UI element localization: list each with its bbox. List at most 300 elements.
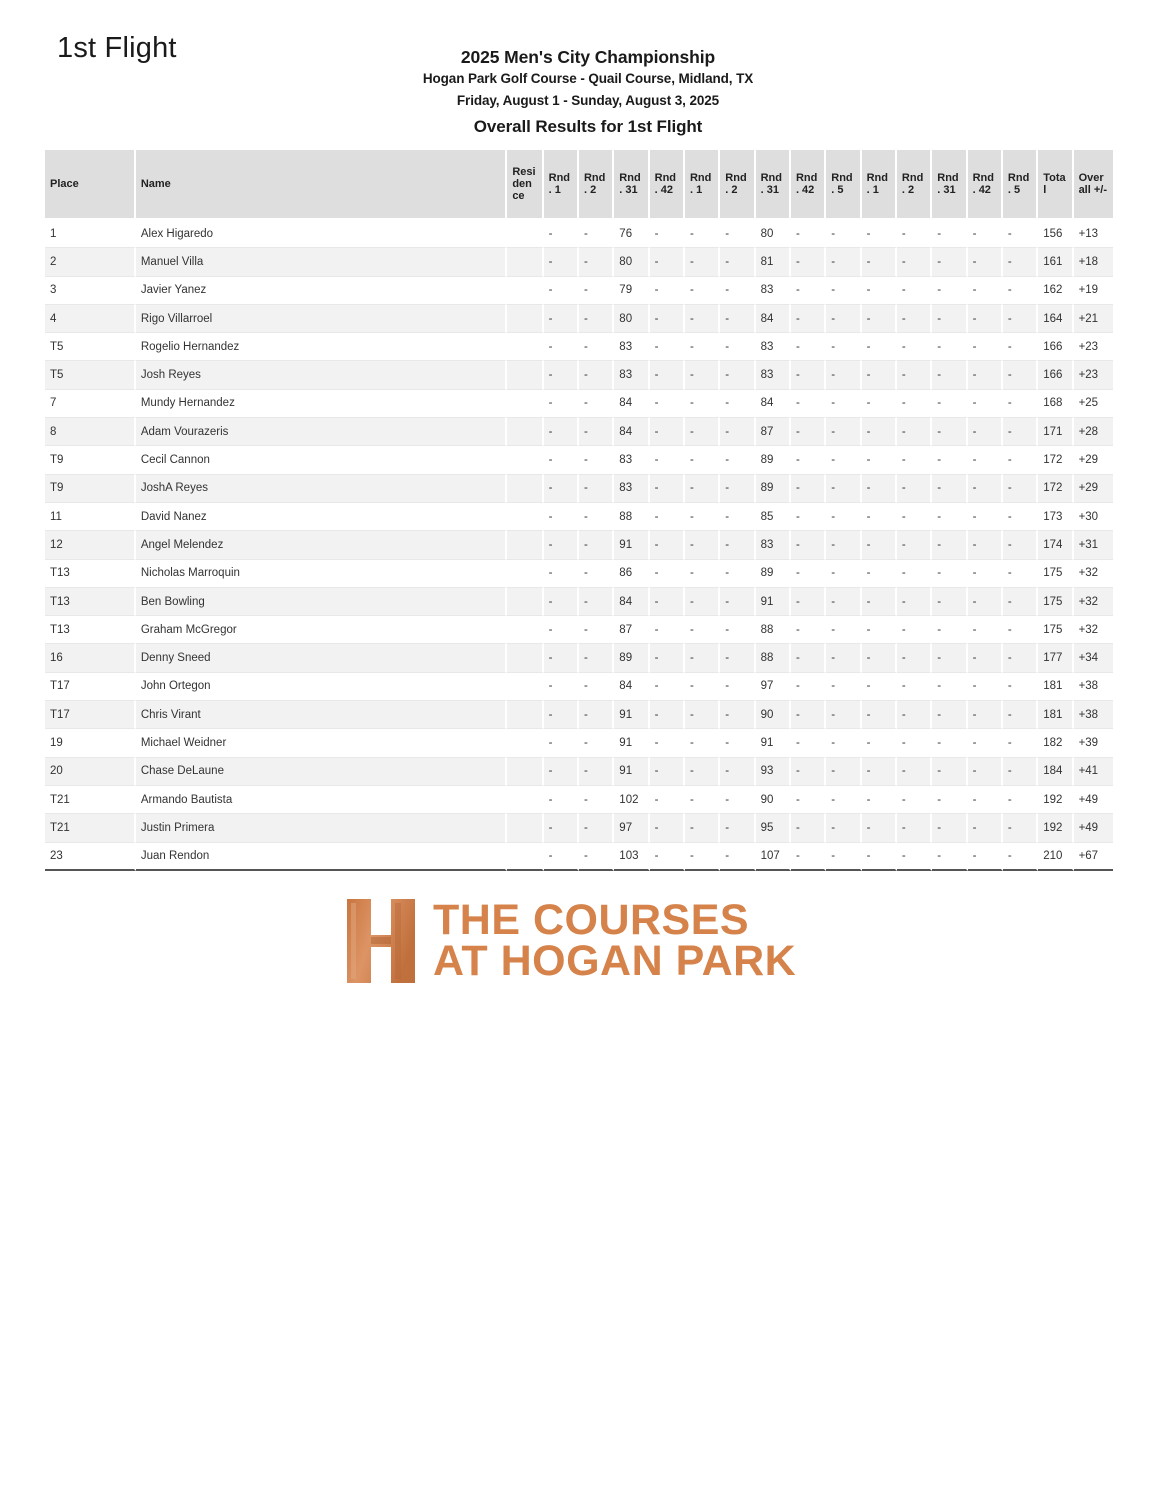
event-header bbox=[0, 46, 1156, 142]
cell-round-12: - bbox=[932, 814, 967, 842]
cell-name: Rogelio Hernandez bbox=[136, 333, 507, 361]
cell-overall: +38 bbox=[1074, 701, 1113, 729]
cell-total: 168 bbox=[1038, 390, 1073, 418]
cell-place: 4 bbox=[45, 305, 136, 333]
column-header-residence-2[interactable]: Residence bbox=[507, 150, 543, 220]
cell-round-9: - bbox=[826, 220, 861, 248]
table-row[interactable] bbox=[45, 814, 1113, 842]
cell-name: Rigo Villarroel bbox=[136, 305, 507, 333]
cell-round-8: - bbox=[791, 503, 826, 531]
cell-round-7: 97 bbox=[756, 673, 791, 701]
cell-place: 11 bbox=[45, 503, 136, 531]
table-row[interactable] bbox=[45, 333, 1113, 361]
cell-name: Graham McGregor bbox=[136, 616, 507, 644]
cell-round-6: - bbox=[720, 475, 755, 503]
cell-round-13: - bbox=[968, 305, 1003, 333]
cell-round-7: 84 bbox=[756, 305, 791, 333]
cell-name: Nicholas Marroquin bbox=[136, 560, 507, 588]
cell-total: 173 bbox=[1038, 503, 1073, 531]
cell-overall: +25 bbox=[1074, 390, 1113, 418]
cell-round-3: 83 bbox=[614, 361, 649, 389]
table-row[interactable] bbox=[45, 220, 1113, 248]
results-table-body bbox=[45, 220, 1113, 871]
cell-round-10: - bbox=[862, 333, 897, 361]
column-header-rnd-42-6[interactable]: Rnd. 42 bbox=[650, 150, 685, 220]
cell-name: Javier Yanez bbox=[136, 277, 507, 305]
cell-round-4: - bbox=[650, 361, 685, 389]
cell-round-11: - bbox=[897, 843, 932, 871]
cell-round-14: - bbox=[1003, 446, 1038, 474]
cell-round-1: - bbox=[544, 220, 579, 248]
cell-round-12: - bbox=[932, 390, 967, 418]
cell-round-7: 81 bbox=[756, 248, 791, 276]
cell-place: 8 bbox=[45, 418, 136, 446]
cell-round-4: - bbox=[650, 758, 685, 786]
cell-round-5: - bbox=[685, 701, 720, 729]
cell-name: Juan Rendon bbox=[136, 843, 507, 871]
cell-round-2: - bbox=[579, 531, 614, 559]
column-header-rnd-2-13[interactable]: Rnd. 2 bbox=[897, 150, 932, 220]
cell-overall: +49 bbox=[1074, 814, 1113, 842]
column-header-total-17[interactable]: Total bbox=[1038, 150, 1073, 220]
cell-round-3: 79 bbox=[614, 277, 649, 305]
cell-round-8: - bbox=[791, 531, 826, 559]
cell-round-10: - bbox=[862, 786, 897, 814]
cell-residence bbox=[507, 701, 543, 729]
cell-round-4: - bbox=[650, 673, 685, 701]
cell-round-8: - bbox=[791, 361, 826, 389]
table-row[interactable] bbox=[45, 277, 1113, 305]
cell-round-11: - bbox=[897, 361, 932, 389]
cell-round-14: - bbox=[1003, 758, 1038, 786]
cell-round-1: - bbox=[544, 277, 579, 305]
cell-overall: +31 bbox=[1074, 531, 1113, 559]
cell-round-12: - bbox=[932, 644, 967, 672]
table-row[interactable] bbox=[45, 673, 1113, 701]
cell-round-6: - bbox=[720, 729, 755, 757]
cell-round-4: - bbox=[650, 814, 685, 842]
cell-round-5: - bbox=[685, 729, 720, 757]
cell-round-4: - bbox=[650, 475, 685, 503]
cell-round-8: - bbox=[791, 390, 826, 418]
cell-round-13: - bbox=[968, 277, 1003, 305]
cell-round-7: 83 bbox=[756, 361, 791, 389]
section-title: Overall Results for 1st Flight bbox=[473, 117, 703, 136]
cell-round-3: 83 bbox=[614, 333, 649, 361]
cell-round-5: - bbox=[685, 305, 720, 333]
cell-round-10: - bbox=[862, 390, 897, 418]
cell-overall: +32 bbox=[1074, 616, 1113, 644]
cell-name: Manuel Villa bbox=[136, 248, 507, 276]
table-row[interactable] bbox=[45, 560, 1113, 588]
cell-round-13: - bbox=[968, 446, 1003, 474]
cell-residence bbox=[507, 446, 543, 474]
cell-name: Mundy Hernandez bbox=[136, 390, 507, 418]
table-row[interactable] bbox=[45, 644, 1113, 672]
table-row[interactable] bbox=[45, 305, 1113, 333]
cell-round-14: - bbox=[1003, 616, 1038, 644]
cell-round-13: - bbox=[968, 390, 1003, 418]
event-dates: Friday, August 1 - Sunday, August 3, 2025 bbox=[456, 93, 720, 108]
cell-name: Denny Sneed bbox=[136, 644, 507, 672]
cell-round-14: - bbox=[1003, 475, 1038, 503]
cell-round-10: - bbox=[862, 729, 897, 757]
cell-round-9: - bbox=[826, 701, 861, 729]
cell-place: 19 bbox=[45, 729, 136, 757]
cell-round-12: - bbox=[932, 305, 967, 333]
cell-round-1: - bbox=[544, 333, 579, 361]
cell-name: John Ortegon bbox=[136, 673, 507, 701]
cell-round-3: 80 bbox=[614, 305, 649, 333]
cell-place: 23 bbox=[45, 843, 136, 871]
table-row[interactable] bbox=[45, 843, 1113, 871]
cell-round-7: 84 bbox=[756, 390, 791, 418]
cell-round-2: - bbox=[579, 588, 614, 616]
cell-round-10: - bbox=[862, 277, 897, 305]
cell-round-14: - bbox=[1003, 560, 1038, 588]
cell-round-8: - bbox=[791, 220, 826, 248]
cell-overall: +29 bbox=[1074, 475, 1113, 503]
cell-place: T13 bbox=[45, 616, 136, 644]
cell-round-4: - bbox=[650, 446, 685, 474]
cell-round-12: - bbox=[932, 333, 967, 361]
cell-total: 164 bbox=[1038, 305, 1073, 333]
table-row[interactable] bbox=[45, 701, 1113, 729]
cell-round-9: - bbox=[826, 418, 861, 446]
cell-round-6: - bbox=[720, 277, 755, 305]
cell-place: 7 bbox=[45, 390, 136, 418]
table-row[interactable] bbox=[45, 758, 1113, 786]
cell-round-6: - bbox=[720, 418, 755, 446]
cell-place: T21 bbox=[45, 786, 136, 814]
cell-round-3: 91 bbox=[614, 758, 649, 786]
cell-round-8: - bbox=[791, 446, 826, 474]
cell-round-11: - bbox=[897, 418, 932, 446]
flight-title: 1st Flight bbox=[57, 32, 177, 64]
cell-place: 12 bbox=[45, 531, 136, 559]
table-row[interactable] bbox=[45, 390, 1113, 418]
column-header-rnd-5-16[interactable]: Rnd. 5 bbox=[1003, 150, 1038, 220]
cell-round-9: - bbox=[826, 729, 861, 757]
cell-round-2: - bbox=[579, 277, 614, 305]
cell-round-2: - bbox=[579, 758, 614, 786]
cell-round-14: - bbox=[1003, 220, 1038, 248]
table-row[interactable] bbox=[45, 418, 1113, 446]
cell-round-8: - bbox=[791, 418, 826, 446]
cell-round-2: - bbox=[579, 843, 614, 871]
cell-residence bbox=[507, 418, 543, 446]
table-row[interactable] bbox=[45, 503, 1113, 531]
cell-round-1: - bbox=[544, 248, 579, 276]
cell-round-13: - bbox=[968, 503, 1003, 531]
cell-total: 166 bbox=[1038, 333, 1073, 361]
cell-round-2: - bbox=[579, 305, 614, 333]
cell-round-4: - bbox=[650, 644, 685, 672]
column-header-rnd-2-8[interactable]: Rnd. 2 bbox=[720, 150, 755, 220]
cell-total: 192 bbox=[1038, 786, 1073, 814]
column-header-name-1[interactable]: Name bbox=[136, 150, 507, 220]
cell-round-11: - bbox=[897, 390, 932, 418]
cell-round-6: - bbox=[720, 305, 755, 333]
cell-round-1: - bbox=[544, 729, 579, 757]
cell-name: Alex Higaredo bbox=[136, 220, 507, 248]
cell-round-2: - bbox=[579, 390, 614, 418]
cell-total: 210 bbox=[1038, 843, 1073, 871]
cell-round-1: - bbox=[544, 418, 579, 446]
cell-overall: +32 bbox=[1074, 588, 1113, 616]
cell-total: 181 bbox=[1038, 701, 1073, 729]
cell-place: T9 bbox=[45, 475, 136, 503]
table-row[interactable] bbox=[45, 786, 1113, 814]
cell-name: Ben Bowling bbox=[136, 588, 507, 616]
cell-round-11: - bbox=[897, 701, 932, 729]
cell-round-8: - bbox=[791, 616, 826, 644]
cell-round-2: - bbox=[579, 616, 614, 644]
cell-round-13: - bbox=[968, 814, 1003, 842]
cell-round-4: - bbox=[650, 418, 685, 446]
cell-round-14: - bbox=[1003, 843, 1038, 871]
cell-round-11: - bbox=[897, 644, 932, 672]
cell-round-1: - bbox=[544, 503, 579, 531]
column-header-place-0[interactable]: Place bbox=[45, 150, 136, 220]
cell-round-14: - bbox=[1003, 333, 1038, 361]
cell-round-12: - bbox=[932, 701, 967, 729]
cell-round-11: - bbox=[897, 758, 932, 786]
cell-round-5: - bbox=[685, 220, 720, 248]
cell-name: Adam Vourazeris bbox=[136, 418, 507, 446]
cell-round-14: - bbox=[1003, 701, 1038, 729]
cell-round-6: - bbox=[720, 390, 755, 418]
cell-round-6: - bbox=[720, 644, 755, 672]
cell-round-8: - bbox=[791, 560, 826, 588]
cell-round-3: 86 bbox=[614, 560, 649, 588]
cell-round-2: - bbox=[579, 673, 614, 701]
cell-round-2: - bbox=[579, 814, 614, 842]
cell-round-2: - bbox=[579, 503, 614, 531]
cell-total: 161 bbox=[1038, 248, 1073, 276]
cell-round-4: - bbox=[650, 588, 685, 616]
cell-place: 2 bbox=[45, 248, 136, 276]
cell-round-9: - bbox=[826, 758, 861, 786]
cell-residence bbox=[507, 644, 543, 672]
table-row[interactable] bbox=[45, 616, 1113, 644]
cell-round-1: - bbox=[544, 673, 579, 701]
cell-round-4: - bbox=[650, 843, 685, 871]
cell-round-14: - bbox=[1003, 503, 1038, 531]
cell-round-3: 84 bbox=[614, 390, 649, 418]
cell-total: 175 bbox=[1038, 560, 1073, 588]
cell-overall: +38 bbox=[1074, 673, 1113, 701]
cell-round-13: - bbox=[968, 673, 1003, 701]
cell-round-5: - bbox=[685, 361, 720, 389]
cell-residence bbox=[507, 390, 543, 418]
cell-residence bbox=[507, 729, 543, 757]
cell-round-1: - bbox=[544, 786, 579, 814]
cell-round-3: 84 bbox=[614, 673, 649, 701]
cell-round-8: - bbox=[791, 644, 826, 672]
cell-round-10: - bbox=[862, 220, 897, 248]
cell-round-4: - bbox=[650, 616, 685, 644]
cell-round-3: 76 bbox=[614, 220, 649, 248]
cell-place: T13 bbox=[45, 588, 136, 616]
cell-round-12: - bbox=[932, 560, 967, 588]
cell-round-14: - bbox=[1003, 814, 1038, 842]
logo-h-monogram-icon bbox=[345, 897, 417, 985]
cell-round-2: - bbox=[579, 786, 614, 814]
table-row[interactable] bbox=[45, 446, 1113, 474]
cell-overall: +23 bbox=[1074, 333, 1113, 361]
cell-round-3: 88 bbox=[614, 503, 649, 531]
cell-place: T17 bbox=[45, 673, 136, 701]
cell-round-12: - bbox=[932, 673, 967, 701]
column-header-rnd-42-10[interactable]: Rnd. 42 bbox=[791, 150, 826, 220]
column-header-rnd-1-12[interactable]: Rnd. 1 bbox=[862, 150, 897, 220]
hogan-park-logo bbox=[345, 897, 796, 985]
cell-residence bbox=[507, 673, 543, 701]
cell-round-13: - bbox=[968, 418, 1003, 446]
cell-round-11: - bbox=[897, 475, 932, 503]
cell-residence bbox=[507, 531, 543, 559]
column-header-rnd-31-14[interactable]: Rnd. 31 bbox=[932, 150, 967, 220]
cell-round-5: - bbox=[685, 673, 720, 701]
cell-round-7: 89 bbox=[756, 560, 791, 588]
cell-round-5: - bbox=[685, 588, 720, 616]
cell-round-14: - bbox=[1003, 673, 1038, 701]
cell-round-10: - bbox=[862, 446, 897, 474]
cell-name: JoshA Reyes bbox=[136, 475, 507, 503]
cell-overall: +13 bbox=[1074, 220, 1113, 248]
cell-round-4: - bbox=[650, 503, 685, 531]
cell-round-12: - bbox=[932, 588, 967, 616]
cell-overall: +39 bbox=[1074, 729, 1113, 757]
cell-residence bbox=[507, 814, 543, 842]
table-row[interactable] bbox=[45, 248, 1113, 276]
cell-round-13: - bbox=[968, 361, 1003, 389]
table-row[interactable] bbox=[45, 729, 1113, 757]
cell-round-12: - bbox=[932, 843, 967, 871]
cell-round-6: - bbox=[720, 786, 755, 814]
cell-round-14: - bbox=[1003, 531, 1038, 559]
cell-round-8: - bbox=[791, 758, 826, 786]
table-row[interactable] bbox=[45, 588, 1113, 616]
cell-round-7: 80 bbox=[756, 220, 791, 248]
cell-total: 177 bbox=[1038, 644, 1073, 672]
cell-place: T13 bbox=[45, 560, 136, 588]
cell-round-4: - bbox=[650, 220, 685, 248]
cell-round-11: - bbox=[897, 503, 932, 531]
cell-overall: +18 bbox=[1074, 248, 1113, 276]
cell-round-12: - bbox=[932, 418, 967, 446]
cell-round-10: - bbox=[862, 248, 897, 276]
cell-round-5: - bbox=[685, 531, 720, 559]
column-header-rnd-1-3[interactable]: Rnd. 1 bbox=[544, 150, 579, 220]
cell-round-3: 103 bbox=[614, 843, 649, 871]
cell-total: 192 bbox=[1038, 814, 1073, 842]
cell-round-10: - bbox=[862, 361, 897, 389]
cell-round-2: - bbox=[579, 220, 614, 248]
table-row[interactable] bbox=[45, 531, 1113, 559]
cell-round-10: - bbox=[862, 814, 897, 842]
cell-round-6: - bbox=[720, 814, 755, 842]
cell-round-13: - bbox=[968, 701, 1003, 729]
cell-round-12: - bbox=[932, 475, 967, 503]
cell-round-4: - bbox=[650, 786, 685, 814]
cell-round-10: - bbox=[862, 475, 897, 503]
cell-round-2: - bbox=[579, 446, 614, 474]
cell-round-13: - bbox=[968, 560, 1003, 588]
cell-place: T17 bbox=[45, 701, 136, 729]
cell-round-12: - bbox=[932, 220, 967, 248]
cell-round-7: 83 bbox=[756, 531, 791, 559]
cell-name: Chris Virant bbox=[136, 701, 507, 729]
cell-round-7: 85 bbox=[756, 503, 791, 531]
cell-overall: +67 bbox=[1074, 843, 1113, 871]
cell-round-11: - bbox=[897, 560, 932, 588]
column-header-rnd-5-11[interactable]: Rnd. 5 bbox=[826, 150, 861, 220]
cell-round-13: - bbox=[968, 758, 1003, 786]
cell-round-2: - bbox=[579, 418, 614, 446]
cell-round-6: - bbox=[720, 701, 755, 729]
column-header-overall-18[interactable]: Overall +/- bbox=[1074, 150, 1113, 220]
cell-round-11: - bbox=[897, 220, 932, 248]
column-header-rnd-31-5[interactable]: Rnd. 31 bbox=[614, 150, 649, 220]
cell-round-6: - bbox=[720, 446, 755, 474]
cell-residence bbox=[507, 220, 543, 248]
column-header-rnd-1-7[interactable]: Rnd. 1 bbox=[685, 150, 720, 220]
column-header-rnd-2-4[interactable]: Rnd. 2 bbox=[579, 150, 614, 220]
cell-name: Chase DeLaune bbox=[136, 758, 507, 786]
cell-round-6: - bbox=[720, 220, 755, 248]
cell-place: T21 bbox=[45, 814, 136, 842]
cell-round-2: - bbox=[579, 361, 614, 389]
cell-total: 166 bbox=[1038, 361, 1073, 389]
column-header-rnd-31-9[interactable]: Rnd. 31 bbox=[756, 150, 791, 220]
cell-place: 3 bbox=[45, 277, 136, 305]
cell-residence bbox=[507, 758, 543, 786]
cell-round-6: - bbox=[720, 588, 755, 616]
cell-round-5: - bbox=[685, 758, 720, 786]
cell-round-3: 83 bbox=[614, 475, 649, 503]
cell-total: 172 bbox=[1038, 475, 1073, 503]
cell-round-6: - bbox=[720, 843, 755, 871]
cell-round-8: - bbox=[791, 701, 826, 729]
cell-total: 171 bbox=[1038, 418, 1073, 446]
cell-round-13: - bbox=[968, 729, 1003, 757]
cell-round-9: - bbox=[826, 786, 861, 814]
cell-round-5: - bbox=[685, 814, 720, 842]
cell-round-3: 91 bbox=[614, 531, 649, 559]
cell-round-6: - bbox=[720, 503, 755, 531]
table-header-row bbox=[45, 150, 1113, 220]
cell-round-10: - bbox=[862, 673, 897, 701]
cell-round-4: - bbox=[650, 729, 685, 757]
cell-round-5: - bbox=[685, 786, 720, 814]
table-row[interactable] bbox=[45, 475, 1113, 503]
column-header-rnd-42-15[interactable]: Rnd. 42 bbox=[968, 150, 1003, 220]
cell-round-11: - bbox=[897, 814, 932, 842]
logo-line-1: THE COURSES bbox=[433, 895, 750, 944]
cell-round-1: - bbox=[544, 531, 579, 559]
cell-round-1: - bbox=[544, 361, 579, 389]
cell-round-12: - bbox=[932, 758, 967, 786]
cell-round-5: - bbox=[685, 390, 720, 418]
cell-residence bbox=[507, 560, 543, 588]
cell-total: 172 bbox=[1038, 446, 1073, 474]
table-row[interactable] bbox=[45, 361, 1113, 389]
cell-round-7: 88 bbox=[756, 616, 791, 644]
cell-round-7: 95 bbox=[756, 814, 791, 842]
cell-round-3: 102 bbox=[614, 786, 649, 814]
